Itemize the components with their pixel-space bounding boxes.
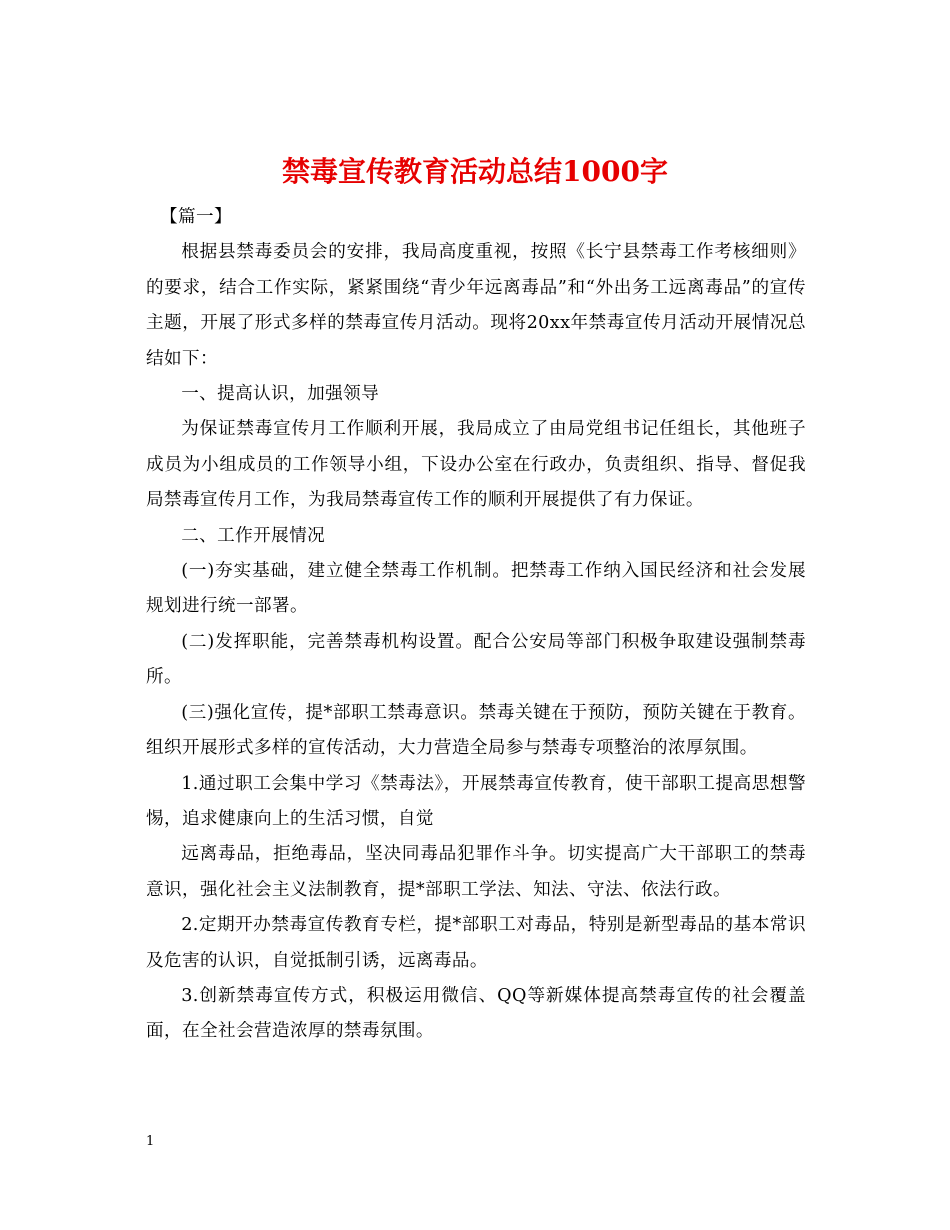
leadership-paragraph: 为保证禁毒宣传月工作顺利开展，我局成立了由局党组书记任组长，其他班子成员为小组成员的工作领导小组，下设办公室在行政办，负责组织、指导、督促我局禁毒宣传月工作，为我局禁毒宣传工作的顺利开展提供了有力保证。 <box>146 419 806 511</box>
heading-two: 二、工作开展情况 <box>181 525 326 546</box>
point-one-paragraph: 1.通过职工会集中学习《禁毒法》，开展禁毒宣传教育，使干部职工提高思想警惕，追求健康向上的生活习惯，自觉 <box>146 773 806 829</box>
document-body <box>146 200 806 1050</box>
point-three-paragraph: 3.创新禁毒宣传方式，积极运用微信、QQ等新媒体提高禁毒宣传的社会覆盖面，在全社会营造浓厚的禁毒氛围。 <box>146 985 806 1042</box>
item-one-paragraph: (一)夯实基础，建立健全禁毒工作机制。把禁毒工作纳入国民经济和社会发展规划进行统一部署。 <box>146 561 806 617</box>
point-two-paragraph: 2.定期开办禁毒宣传教育专栏，提*部职工对毒品，特别是新型毒品的基本常识及危害的认识，自觉抵制引诱，远离毒品。 <box>146 915 806 971</box>
intro-paragraph: 根据县禁毒委员会的安排，我局高度重视，按照《长宁县禁毒工作考核细则》的要求，结合工作实际，紧紧围绕“青少年远离毒品”和“外出务工远离毒品”的宣传主题，开展了形式多样的禁毒宣传月活动。现将20xx年禁毒宣传月活动开展情况总结如下： <box>146 242 806 369</box>
item-three-paragraph: (三)强化宣传，提*部职工禁毒意识。禁毒关键在于预防，预防关键在于教育。组织开展形式多样的宣传活动，大力营造全局参与禁毒专项整治的浓厚氛围。 <box>146 702 806 759</box>
section-marker: 【篇一】 <box>160 207 232 227</box>
point-one-continued-paragraph: 远离毒品，拒绝毒品，坚决同毒品犯罪作斗争。切实提高广大干部职工的禁毒意识，强化社会主义法制教育，提*部职工学法、知法、守法、依法行政。 <box>146 844 806 900</box>
document-title: 禁毒宣传教育活动总结1000字 <box>282 154 668 188</box>
item-two-paragraph: (二)发挥职能，完善禁毒机构设置。配合公安局等部门积极争取建设强制禁毒所。 <box>146 631 806 688</box>
heading-one: 一、提高认识，加强领导 <box>181 384 380 405</box>
page-number: 1 <box>146 1134 155 1149</box>
